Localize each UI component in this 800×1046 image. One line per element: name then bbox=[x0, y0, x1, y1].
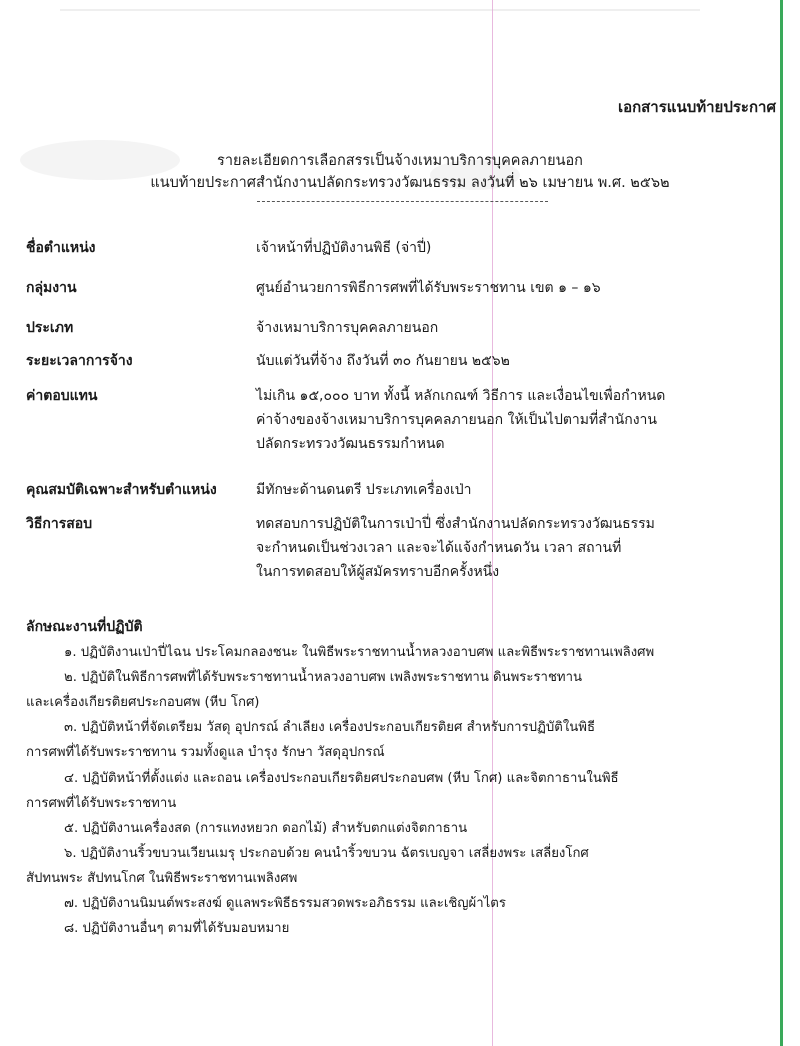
duty-line-continued: การศพที่ได้รับพระราชทาน รวมทั้งดูแล บำรุง รักษา วัสดุอุปกรณ์ bbox=[26, 745, 385, 760]
title-line-2: แนบท้ายประกาศสำนักงานปลัดกระทรวงวัฒนธรรม ลงวันที่ ๒๖ เมษายน พ.ศ. ๒๕๖๒ bbox=[150, 175, 670, 191]
field-value-line: ในการทดสอบให้ผู้สมัครทราบอีกครั้งหนึ่ง bbox=[256, 564, 500, 580]
field-label: ประเภท bbox=[26, 320, 74, 336]
field-value-line: จ้างเหมาบริการบุคคลภายนอก bbox=[256, 320, 439, 336]
field-label: คุณสมบัติเฉพาะสำหรับตำแหน่ง bbox=[26, 482, 217, 498]
duty-line-continued: สัปทนพระ สัปทนโกศ ในพิธีพระราชทานเพลิงศพ bbox=[26, 871, 298, 886]
duty-line: ๕. ปฏิบัติงานเครื่องสด (การแทงหยวก ดอกไม้) สำหรับตกแต่งจิตกาธาน bbox=[64, 821, 468, 836]
duty-item bbox=[26, 891, 782, 916]
duties-heading: ลักษณะงานที่ปฏิบัติ bbox=[26, 619, 143, 635]
title-line-1: รายละเอียดการเลือกสรรเป็นจ้างเหมาบริการบุคคลภายนอก bbox=[217, 153, 583, 169]
duty-item bbox=[26, 841, 782, 891]
field-value bbox=[256, 478, 786, 502]
field-value-line: เจ้าหน้าที่ปฏิบัติงานพิธี (จ่าปี่) bbox=[256, 240, 432, 256]
title-divider bbox=[257, 201, 548, 202]
field-value-line: ศูนย์อำนวยการพิธีการศพที่ได้รับพระราชทาน เขต ๑ – ๑๖ bbox=[256, 280, 601, 296]
duty-line: ๖. ปฏิบัติงานริ้วขบวนเวียนเมรุ ประกอบด้วย คนนำริ้วขบวน ฉัตรเบญจา เสลี่ยงพระ เสลี่ยงโกศ bbox=[64, 846, 589, 861]
duty-line: ๑. ปฏิบัติงานเป่าปี่ไฉน ประโคมกลองชนะ ในพิธีพระราชทานน้ำหลวงอาบศพ และพิธีพระราชทานเพลิงศพ bbox=[64, 645, 655, 660]
field-label: กลุ่มงาน bbox=[26, 280, 77, 296]
scan-artifact-line bbox=[60, 9, 700, 11]
duty-line-continued: การศพที่ได้รับพระราชทาน bbox=[26, 796, 177, 811]
field-label: ชื่อตำแหน่ง bbox=[26, 240, 96, 256]
duty-item bbox=[26, 665, 782, 715]
duty-item bbox=[26, 715, 782, 765]
document-title bbox=[0, 150, 800, 194]
field-label: วิธีการสอบ bbox=[26, 516, 93, 532]
field-value bbox=[256, 276, 786, 300]
duty-line: ๒. ปฏิบัติในพิธีการศพที่ได้รับพระราชทานน้ำหลวงอาบศพ เพลิงพระราชทาน ดินพระราชทาน bbox=[64, 670, 583, 685]
duty-item bbox=[26, 816, 782, 841]
field-value bbox=[256, 384, 786, 456]
field-value bbox=[256, 316, 786, 340]
field-value bbox=[256, 512, 786, 584]
field-value-line: จะกำหนดเป็นช่วงเวลา และจะได้แจ้งกำหนดวัน เวลา สถานที่ bbox=[256, 540, 622, 556]
duty-line: ๔. ปฏิบัติหน้าที่ตั้งแต่ง และถอน เครื่องประกอบเกียรติยศประกอบศพ (หีบ โกศ) และจิตกาธานในพิธี bbox=[64, 771, 619, 786]
duty-line-continued: และเครื่องเกียรติยศประกอบศพ (หีบ โกศ) bbox=[26, 695, 260, 710]
field-value-line: ค่าจ้างของจ้างเหมาบริการบุคคลภายนอก ให้เป็นไปตามที่สำนักงาน bbox=[256, 412, 657, 428]
duty-item bbox=[26, 766, 782, 816]
field-value bbox=[256, 349, 786, 373]
duty-item bbox=[26, 640, 782, 665]
duty-line: ๘. ปฏิบัติงานอื่นๆ ตามที่ได้รับมอบหมาย bbox=[64, 921, 290, 936]
field-value-line: ทดสอบการปฏิบัติในการเป่าปี่ ซึ่งสำนักงานปลัดกระทรวงวัฒนธรรม bbox=[256, 516, 655, 532]
duty-item bbox=[26, 916, 782, 941]
field-label: ค่าตอบแทน bbox=[26, 388, 98, 404]
field-label: ระยะเวลาการจ้าง bbox=[26, 353, 133, 369]
field-value-line: ปลัดกระทรวงวัฒนธรรมกำหนด bbox=[256, 436, 445, 452]
field-value-line: นับแต่วันที่จ้าง ถึงวันที่ ๓๐ กันยายน ๒๕๖๒ bbox=[256, 353, 510, 369]
attachment-header: เอกสารแนบท้ายประกาศ bbox=[617, 98, 776, 116]
duty-line: ๗. ปฏิบัติงานนิมนต์พระสงฆ์ ดูแลพระพิธีธรรมสวดพระอภิธรรม และเชิญผ้าไตร bbox=[64, 896, 506, 911]
field-value bbox=[256, 236, 786, 260]
duty-line: ๓. ปฏิบัติหน้าที่จัดเตรียม วัสดุ อุปกรณ์ ลำเลียง เครื่องประกอบเกียรติยศ สำหรับการปฏิบัติในพิธี bbox=[64, 720, 596, 735]
field-value-line: ไม่เกิน ๑๕,๐๐๐ บาท ทั้งนี้ หลักเกณฑ์ วิธีการ และเงื่อนไขเพื่อกำหนด bbox=[256, 388, 666, 404]
field-value-line: มีทักษะด้านดนตรี ประเภทเครื่องเป่า bbox=[256, 482, 472, 498]
